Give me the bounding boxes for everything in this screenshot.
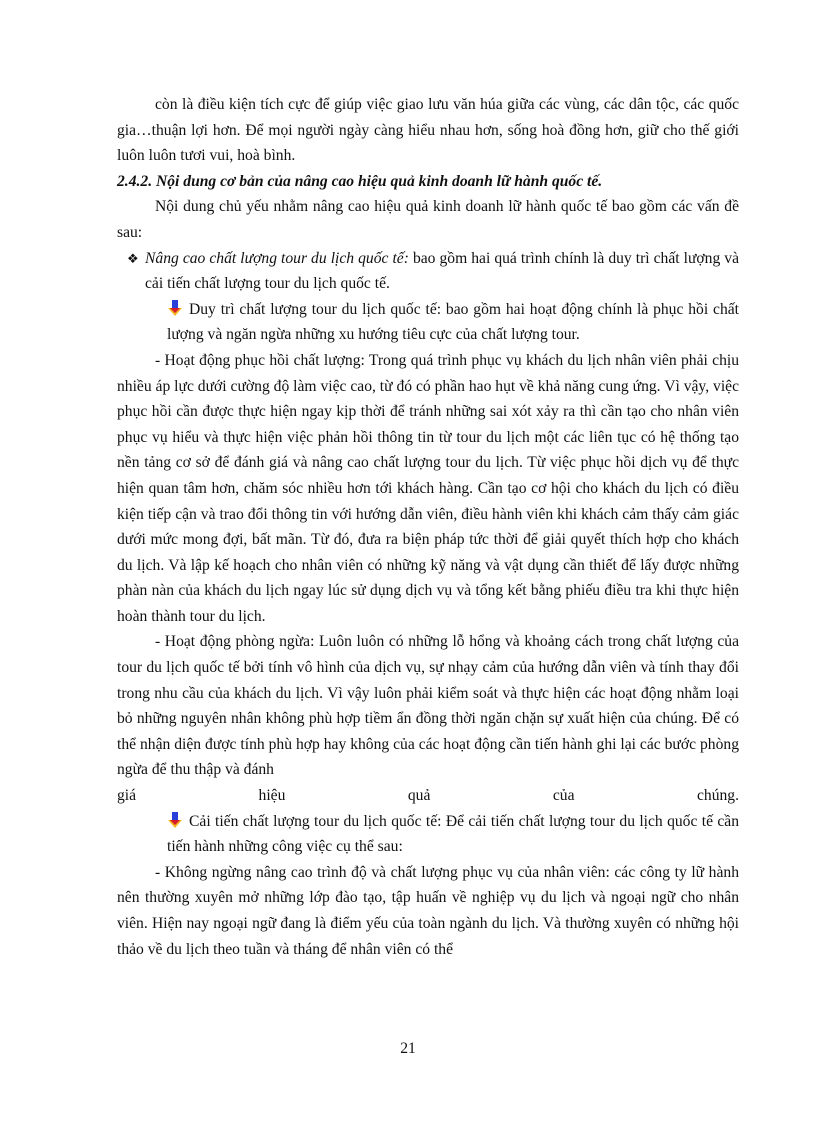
maintain-text: Duy trì chất lượng tour du lịch quốc tế: bao gồm hai hoạt động chính là phục hồi chất lượng và ngăn ngừa những xu hướng tiêu cực của chất lượng tour.	[167, 300, 739, 344]
intro-paragraph: còn là điều kiện tích cực để giúp việc giao lưu văn húa giữa các vùng, các dân tộc, các quốc gia…thuận lợi hơn. Để mọi người ngày càng hiểu nhau hơn, sống hoà đồng hơn, giữ cho thế giới luôn luôn tươi vui, hoà bình.	[117, 96, 739, 165]
improve-text: Cải tiến chất lượng tour du lịch quốc tế: Để cải tiến chất lượng tour du lịch quốc tế cần tiến hành những công việc cụ thể sau:	[167, 812, 739, 856]
prevent-last-line: giá hiệu quả của chúng.	[117, 787, 739, 805]
diamond-bullet-icon: ❖	[127, 250, 139, 266]
document-page	[117, 92, 739, 962]
bullet-paragraph	[117, 246, 739, 297]
down-arrow-icon	[168, 812, 182, 830]
prevent-paragraph: - Hoạt động phòng ngừa: Luôn luôn có những lỗ hổng và khoảng cách trong chất lượng của tour du lịch quốc tế bởi tính vô hình của dịch vụ, sự nhạy cảm của hướng dẫn viên và tính thay đổi trong nhu cầu của khách du lịch. Vì vậy luôn phải kiểm soát và thực hiện các hoạt động nhằm loại bỏ những nguyên nhân không phù hợp tiềm ẩn đồng thời ngăn chặn sự xuất hiện của chúng. Để có thể nhận diện được tính phù hợp hay không của các hoạt động cần tiến hành ghi lại các bước phòng ngừa để thu thập và đánh	[117, 633, 739, 779]
restore-paragraph: - Hoạt động phục hồi chất lượng: Trong quá trình phục vụ khách du lịch nhân viên phải chịu nhiều áp lực dưới cường độ làm việc cao, từ đó có phần hao hụt về khả năng cung ứng. Vì vậy, việc phục hồi cần được thực hiện ngay kịp thời để tránh những sai xót xảy ra thì cần tạo cho nhân viên phục vụ hiểu và thực hiện việc phản hồi thông tin từ tour du lịch một các liên tục có hệ thống tạo nền tảng cơ sở để đánh giá và nâng cao chất lượng tour du lịch. Từ việc phục hồi dịch vụ để thực hiện quan tâm hơn, chăm sóc nhiều hơn tới khách hàng. Cần tạo cơ hội cho khách du lịch có điều kiện tiếp cận và trao đổi thông tin với hướng dẫn viên, điều hành viên khi khách cảm thấy cảm giác dưới mức mong đợi, bất mãn. Từ đó, đưa ra biện pháp tức thời để giải quyết thích hợp cho khách du lịch. Và lập kế hoạch cho nhân viên có những kỹ năng và vật dụng cần thiết để lấy được những phàn nàn của khách du lịch ngay lúc sử dụng dịch vụ và tổng kết bằng phiếu điều tra khi thực hiện hoàn thành tour du lịch.	[117, 351, 739, 625]
bullet-italic-text: Nâng cao chất lượng tour du lịch quốc tế:	[145, 249, 409, 267]
content-intro-paragraph: Nội dung chủ yếu nhằm nâng cao hiệu quả kinh doanh lữ hành quốc tế bao gồm các vấn đề sau:	[117, 198, 739, 241]
down-arrow-icon	[168, 300, 182, 318]
page-number: 21	[400, 1040, 416, 1057]
improve-paragraph	[117, 809, 739, 860]
bullet-rest-text: bao gồm hai quá trình chính là duy trì chất lượng và cải tiến chất lượng tour du lịch quốc tế.	[145, 249, 740, 293]
staff-paragraph: - Không ngừng nâng cao trình độ và chất lượng phục vụ của nhân viên: các công ty lữ hành nên thường xuyên mở những lớp đào tạo, tập huấn về nghiệp vụ du lịch và ngoại ngữ cho nhân viên. Hiện nay ngoại ngữ đang là điểm yếu của toàn ngành du lịch. Và thường xuyên có những hội thảo về du lịch theo tuần và tháng để nhân viên có thể	[117, 863, 739, 958]
section-heading: 2.4.2. Nội dung cơ bản của nâng cao hiệu quả kinh doanh lữ hành quốc tế.	[117, 172, 603, 190]
maintain-paragraph	[117, 297, 739, 348]
